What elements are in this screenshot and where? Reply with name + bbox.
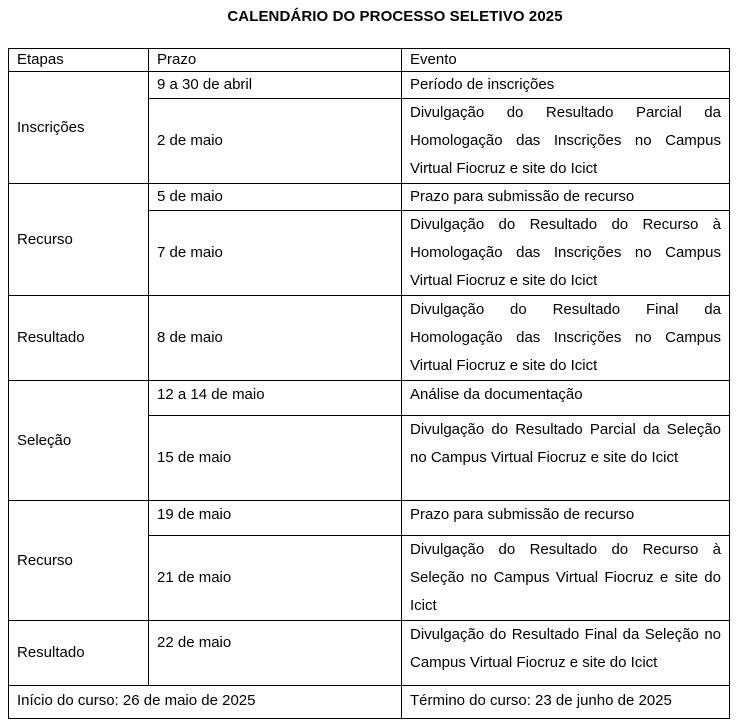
evento-cell: Divulgação do Resultado do Recurso à Seleção no Campus Virtual Fiocruz e site do Icict xyxy=(402,536,730,621)
prazo-cell: 22 de maio xyxy=(149,621,402,686)
prazo-cell: 21 de maio xyxy=(149,536,402,621)
footer-row xyxy=(9,686,730,719)
table-row xyxy=(9,296,730,381)
evento-cell: Divulgação do Resultado Parcial da Homologação das Inscrições no Campus Virtual Fiocruz e site do Icict xyxy=(402,99,730,184)
table-row xyxy=(9,501,730,536)
etapa-cell: Resultado xyxy=(9,296,149,381)
prazo-cell: 9 a 30 de abril xyxy=(149,72,402,99)
evento-cell: Período de inscrições xyxy=(402,72,730,99)
header-etapas: Etapas xyxy=(9,49,149,72)
evento-cell: Divulgação do Resultado Final da Homologação das Inscrições no Campus Virtual Fiocruz e site do Icict xyxy=(402,296,730,381)
evento-cell: Análise da documentação xyxy=(402,381,730,416)
evento-cell: Divulgação do Resultado do Recurso à Homologação das Inscrições no Campus Virtual Fiocruz e site do Icict xyxy=(402,211,730,296)
evento-cell: Divulgação do Resultado Parcial da Seleção no Campus Virtual Fiocruz e site do Icict xyxy=(402,416,730,501)
page-title: CALENDÁRIO DO PROCESSO SELETIVO 2025 xyxy=(227,8,563,25)
course-start: Início do curso: 26 de maio de 2025 xyxy=(9,686,402,719)
prazo-cell: 7 de maio xyxy=(149,211,402,296)
prazo-cell: 8 de maio xyxy=(149,296,402,381)
evento-cell: Divulgação do Resultado Final da Seleção no Campus Virtual Fiocruz e site do Icict xyxy=(402,621,730,686)
prazo-cell: 5 de maio xyxy=(149,184,402,211)
header-evento: Evento xyxy=(402,49,730,72)
etapa-cell: Recurso xyxy=(9,184,149,296)
header-prazo: Prazo xyxy=(149,49,402,72)
table-row xyxy=(9,184,730,211)
calendar-table xyxy=(8,48,730,719)
etapa-cell: Resultado xyxy=(9,621,149,686)
table-row xyxy=(9,621,730,686)
prazo-cell: 19 de maio xyxy=(149,501,402,536)
table-row xyxy=(9,72,730,99)
prazo-cell: 2 de maio xyxy=(149,99,402,184)
course-end: Término do curso: 23 de junho de 2025 xyxy=(402,686,730,719)
etapa-cell: Recurso xyxy=(9,501,149,621)
etapa-cell: Inscrições xyxy=(9,72,149,184)
table-row xyxy=(9,381,730,416)
evento-cell: Prazo para submissão de recurso xyxy=(402,184,730,211)
prazo-cell: 15 de maio xyxy=(149,416,402,501)
table-header-row xyxy=(9,49,730,72)
prazo-cell: 12 a 14 de maio xyxy=(149,381,402,416)
etapa-cell: Seleção xyxy=(9,381,149,501)
evento-cell: Prazo para submissão de recurso xyxy=(402,501,730,536)
